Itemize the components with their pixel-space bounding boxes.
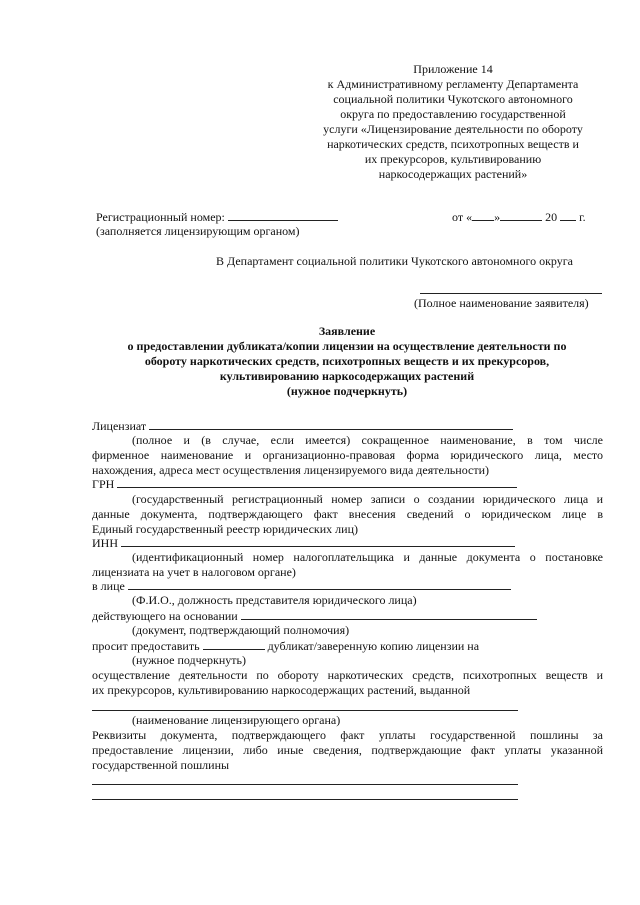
grn-label: ГРН — [92, 477, 115, 491]
inn-label: ИНН — [92, 536, 118, 550]
request-hint: (нужное подчеркнуть) — [132, 653, 246, 667]
payment-line: Реквизиты документа, подтверждающего факт уплаты государственной пошлины за — [92, 728, 603, 742]
addressee: В Департамент социальной политики Чукотского автономного округа — [216, 254, 574, 268]
grn-hint-line: (государственный регистрационный номер записи о создании юридического лица и — [132, 492, 603, 506]
basis-hint: (документ, подтверждающий полномочия) — [132, 623, 350, 637]
date-suffix: г. — [579, 210, 586, 224]
grn-hint-line: Единый государственный реестр юридических лиц) — [92, 522, 358, 536]
licensee-row — [92, 418, 603, 434]
person-row — [92, 578, 603, 594]
appendix-line: округа по предоставлению государственной — [340, 107, 566, 121]
activity-line: их прекурсоров, культивированию наркосодержащих растений, выданной — [92, 683, 471, 697]
basis-label: действующего на основании — [92, 609, 238, 623]
date-field — [452, 209, 586, 225]
appendix-line: к Административному регламенту Департамента — [327, 77, 579, 91]
inn-hint-line: (идентификационный номер налогоплательщика и данные документа о постановке — [132, 550, 603, 564]
title-heading: Заявление — [318, 324, 376, 338]
registration-note: (заполняется лицензирующим органом) — [96, 224, 300, 238]
date-day-field[interactable] — [472, 209, 494, 221]
inn-field[interactable] — [121, 535, 515, 547]
request-prefix: просит предоставить — [92, 639, 200, 653]
title-line: о предоставлении дубликата/копии лицензии на осуществление деятельности по — [127, 339, 567, 353]
licensing-authority-hint: (наименование лицензирующего органа) — [132, 713, 341, 727]
title-note: (нужное подчеркнуть) — [286, 384, 408, 398]
appendix-line: Приложение 14 — [413, 62, 493, 76]
person-field[interactable] — [128, 578, 511, 590]
licensee-hint-line: (полное и (в случае, если имеется) сокращенное наименование, в том числе — [132, 433, 603, 447]
payment-details-field[interactable] — [92, 799, 518, 800]
appendix-line: наркотических средств, психотропных веществ и — [327, 137, 579, 151]
date-month-field[interactable] — [500, 209, 542, 221]
grn-hint-line: данные документа, подтверждающего факт внесения сведений о юридическом лице в — [92, 507, 603, 521]
date-mid: » — [494, 210, 501, 224]
payment-line: предоставление лицензии, либо иные сведения, подтверждающие факт уплаты указанной — [92, 743, 603, 757]
person-label: в лице — [92, 579, 125, 593]
title-line: обороту наркотических средств, психотропных веществ и их прекурсоров, — [144, 354, 550, 368]
registration-label: Регистрационный номер: — [96, 210, 225, 224]
appendix-header — [300, 62, 606, 182]
title-line: культивированию наркосодержащих растений — [219, 369, 475, 383]
licensing-authority-field[interactable] — [92, 710, 518, 711]
grn-row — [92, 476, 603, 492]
licensee-label: Лицензиат — [92, 419, 147, 433]
activity-line: осуществление деятельности по обороту наркотических средств, психотропных веществ и — [92, 668, 603, 682]
licensee-hint-line: нахождения, адреса мест осуществления лицензируемого вида деятельности) — [92, 463, 489, 477]
document-title — [90, 324, 604, 399]
basis-field[interactable] — [241, 608, 537, 620]
person-hint: (Ф.И.О., должность представителя юридического лица) — [132, 593, 417, 607]
basis-row — [92, 608, 603, 624]
appendix-line: наркосодержащих растений» — [378, 167, 528, 181]
request-row — [92, 638, 603, 654]
request-suffix: дубликат/заверенную копию лицензии на — [267, 639, 480, 653]
payment-details-field[interactable] — [92, 784, 518, 785]
inn-hint-line: лицензиата на учет в налоговом органе) — [92, 565, 296, 579]
request-type-field[interactable] — [203, 638, 265, 650]
applicant-caption: (Полное наименование заявителя) — [414, 296, 589, 310]
applicant-name-field[interactable] — [420, 293, 602, 294]
licensee-field[interactable] — [149, 418, 513, 430]
licensee-hint-line: фирменное наименование и организационно-правовая форма юридического лица, место — [92, 448, 603, 462]
appendix-line: услуги «Лицензирование деятельности по обороту — [323, 122, 583, 136]
registration-number-field[interactable] — [228, 209, 338, 221]
payment-line: государственной пошлины — [92, 758, 230, 772]
appendix-line: их прекурсоров, культивированию — [364, 152, 542, 166]
appendix-line: социальной политики Чукотского автономного — [333, 92, 573, 106]
date-year-prefix: 20 — [545, 210, 558, 224]
inn-row — [92, 535, 603, 551]
date-prefix: от « — [452, 210, 473, 224]
grn-field[interactable] — [117, 476, 517, 488]
date-year-field[interactable] — [560, 209, 576, 221]
